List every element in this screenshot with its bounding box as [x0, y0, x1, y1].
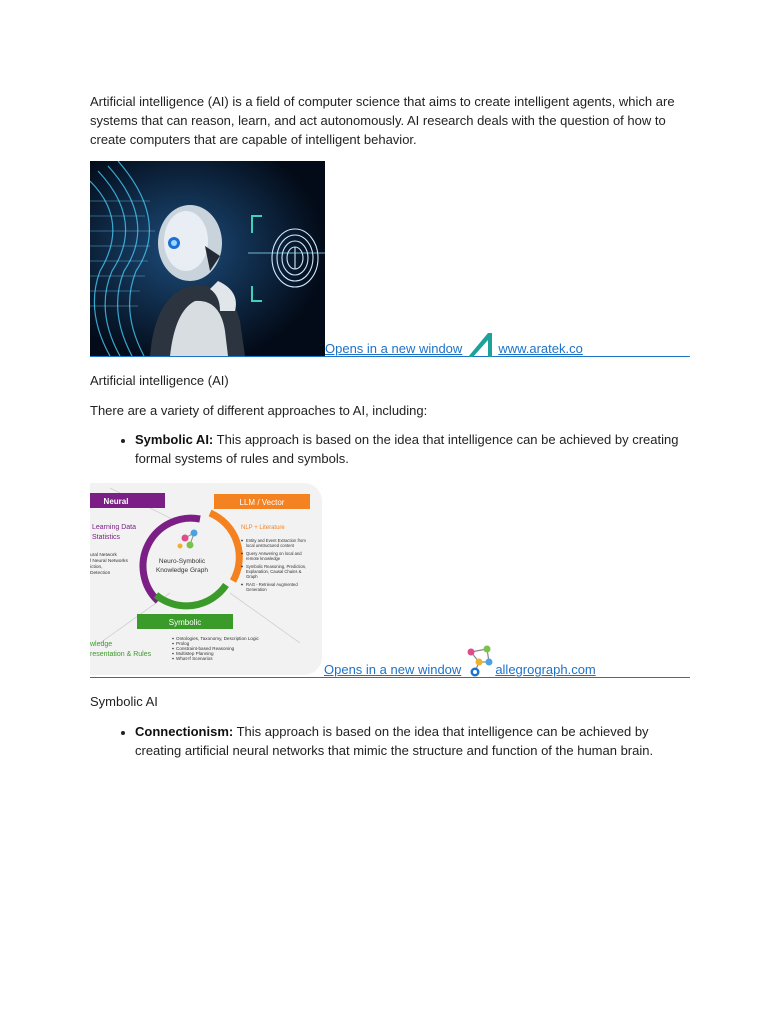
right-item: remote knowledge [246, 556, 281, 561]
nlp-label: NLP + Literature [241, 525, 285, 531]
right-item: RAG - Retrieval Augmented [246, 582, 298, 587]
aratek-source: www.aratek.co [498, 341, 583, 356]
left-title-2: Statistics [92, 534, 121, 541]
symbolic-label: Symbolic [168, 618, 202, 627]
bottom-left-2: resentation & Rules [90, 651, 152, 658]
left-item: Detection [90, 571, 111, 576]
intro-paragraph: Artificial intelligence (AI) is a field of computer science that aims to create intelligent agents, which are systems that can reason, learn, and act autonomously. AI research deals with the question of how to create computers that are capable of intelligent behavior. [90, 94, 675, 147]
neuro-symbolic-diagram[interactable] [90, 483, 324, 677]
image-line-aratek [90, 159, 690, 357]
list-item-symbolic [135, 430, 690, 468]
approaches-list-1 [90, 430, 690, 468]
document-page [90, 92, 690, 773]
right-item: Query Answering on local and [246, 551, 302, 556]
text-connectionism: This approach is based on the idea that intelligence can be achieved by creating artificial neural networks that mimic the structure and function of the human brain. [135, 724, 654, 758]
left-item: ural Network [90, 553, 117, 558]
bottom-left-1: wledge [90, 641, 113, 648]
term-connectionism: Connectionism: [135, 724, 234, 739]
image-line-allegrograph [90, 481, 690, 678]
right-item: local unstructured content [246, 543, 294, 548]
allegrograph-logo-icon [465, 644, 495, 678]
center-label-2: Knowledge Graph [155, 567, 209, 574]
neural-label: Neural [103, 497, 129, 506]
allegrograph-source: allegrograph.com [495, 662, 596, 677]
aratek-link-text: Opens in a new window [325, 341, 463, 356]
bottom-item: Constraint-based Reasoning [176, 646, 235, 651]
approaches-intro: There are a variety of different approaches to AI, including: [90, 403, 428, 418]
right-item: Entity and Event Extraction from [246, 538, 306, 543]
ai-robot-image[interactable] [90, 161, 325, 356]
right-item: Symbolic Reasoning, Prediction, [246, 564, 307, 569]
bottom-item: Prolog [176, 641, 190, 646]
right-item: Explanation, Causal Chains & [246, 569, 302, 574]
aratek-link[interactable] [325, 330, 583, 357]
left-title-1: Learning Data [92, 524, 136, 531]
aratek-logo-icon [466, 330, 498, 357]
right-item: Generation [246, 587, 267, 592]
image2-caption: Symbolic AI [90, 694, 158, 709]
allegrograph-link-text: Opens in a new window [324, 662, 462, 677]
center-label-1: Neuro-Symbolic [158, 558, 206, 565]
image1-caption: Artificial intelligence (AI) [90, 373, 229, 388]
left-item: iction, [90, 565, 103, 570]
llm-label: LLM / Vector [239, 498, 285, 507]
approaches-list-2 [90, 722, 690, 760]
left-item: l Neural Networks [90, 559, 128, 564]
bottom-item: What-If Scenarios [176, 656, 213, 661]
term-symbolic: Symbolic AI: [135, 432, 214, 447]
allegrograph-link[interactable] [324, 644, 596, 678]
right-item: Graph [246, 574, 258, 579]
text-symbolic: This approach is based on the idea that intelligence can be achieved by creating formal systems of rules and symbols. [135, 432, 679, 466]
list-item-connectionism [135, 722, 690, 760]
bottom-item: Multistep Planning [176, 651, 214, 656]
bottom-item: Ontologies, Taxonomy, Description Logic [176, 636, 259, 641]
